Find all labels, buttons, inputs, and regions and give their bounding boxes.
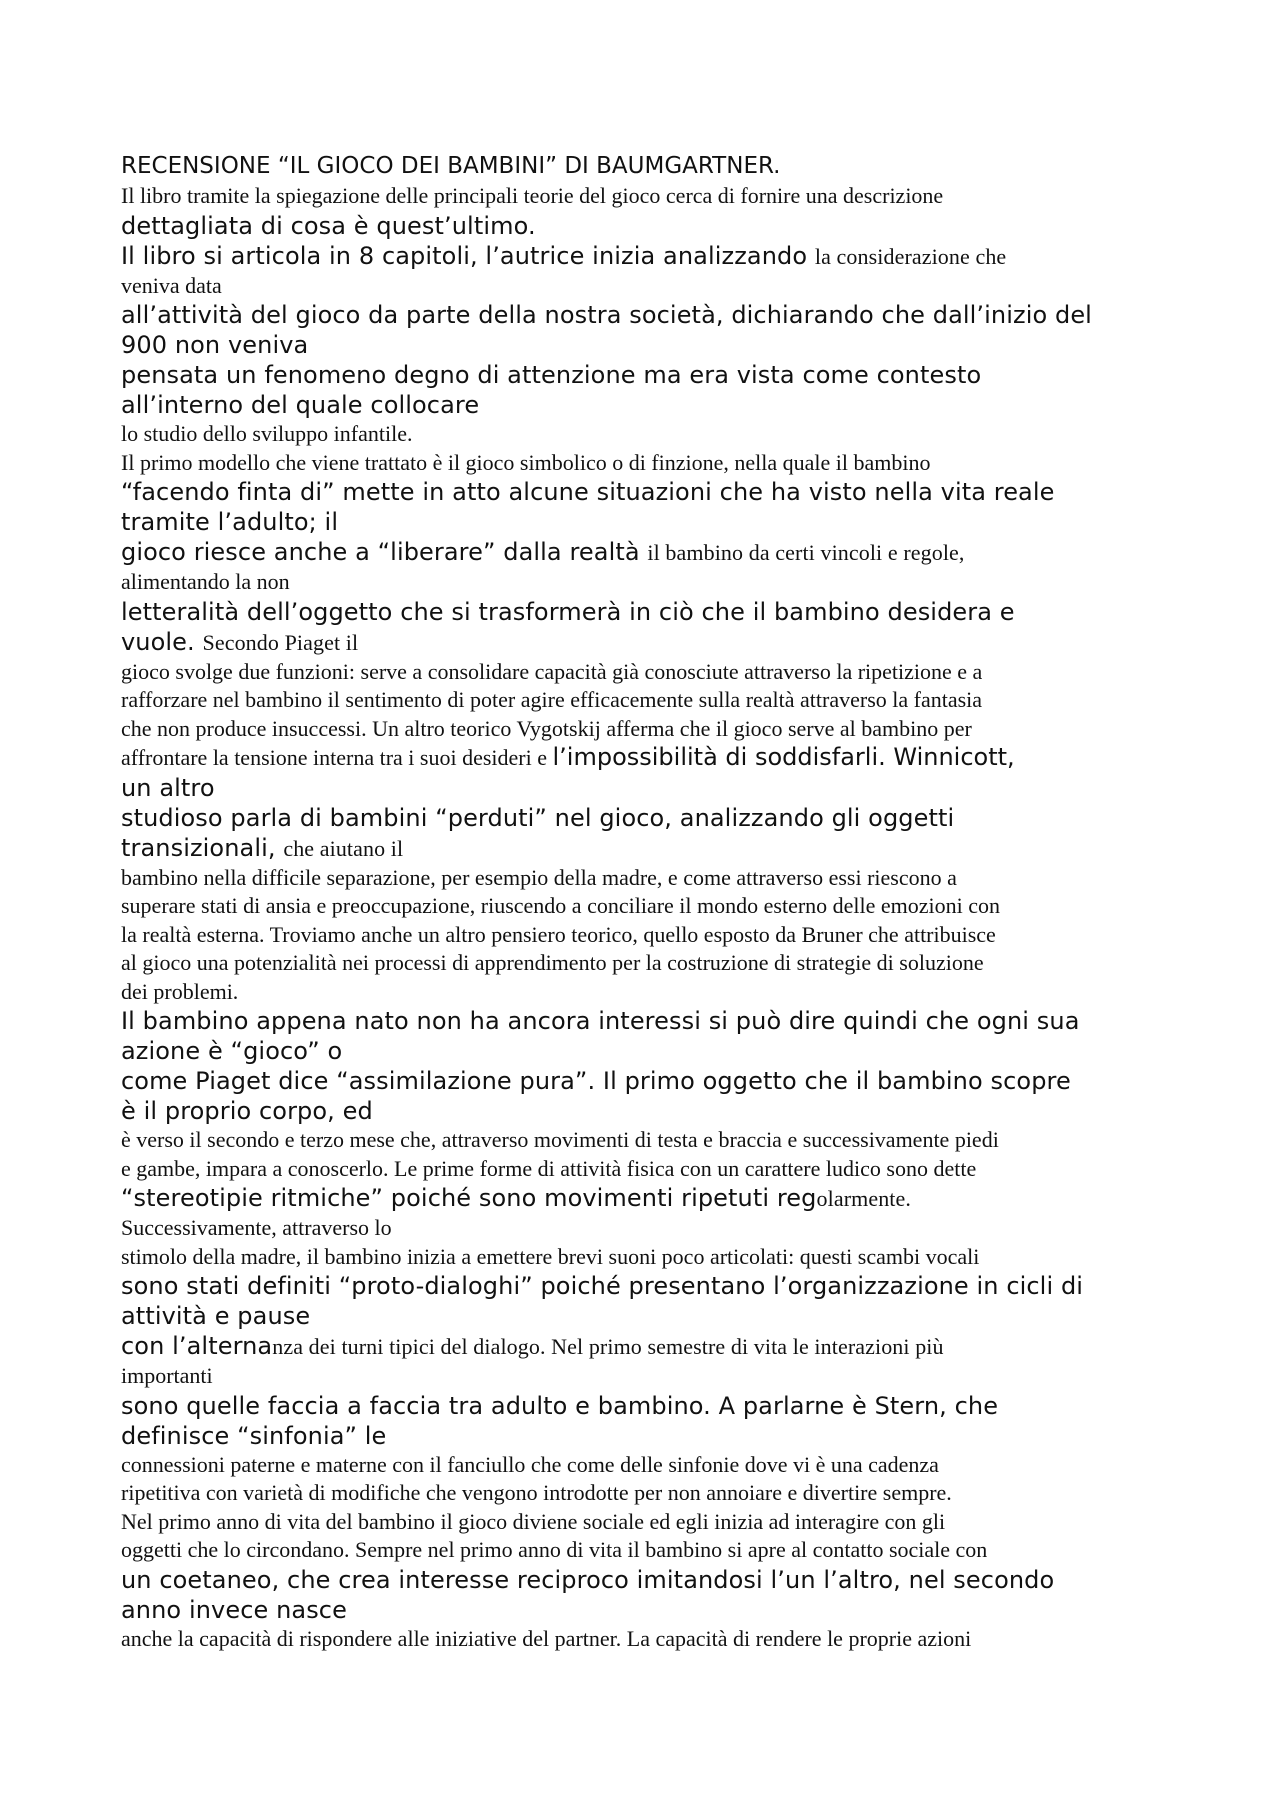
text-line	[121, 978, 1181, 1007]
text-segment: olarmente.	[816, 1186, 911, 1211]
text-segment: l’impossibilità di soddisfarli. Winnicott,	[552, 743, 1015, 771]
text-segment: stimolo della madre, il bambino inizia a emettere brevi suoni poco articolati: questi scambi vocali	[121, 1243, 980, 1269]
text-line	[121, 743, 1181, 773]
text-line	[121, 1243, 1181, 1272]
text-line	[121, 803, 1181, 833]
text-line	[121, 1479, 1181, 1508]
text-line	[121, 330, 1181, 360]
text-line	[121, 1301, 1181, 1331]
text-line	[121, 537, 1181, 568]
text-segment: alimentando la non	[121, 569, 290, 594]
text-line	[121, 211, 1181, 241]
text-segment: 900 non veniva	[121, 331, 309, 359]
text-line	[121, 568, 1181, 597]
text-line	[121, 1625, 1181, 1654]
text-line	[121, 833, 1181, 864]
text-line	[121, 773, 1181, 803]
text-segment: studioso parla di bambini “perduti” nel gioco, analizzando gli oggetti	[121, 803, 955, 832]
text-line	[121, 1391, 1181, 1421]
text-segment: affrontare la tensione interna tra i suoi desideri e	[121, 745, 553, 770]
text-segment: lo studio dello sviluppo infantile.	[121, 421, 413, 446]
text-line	[121, 477, 1181, 507]
text-segment: anche la capacità di rispondere alle iniziative del partner. La capacità di rendere le proprie azioni	[121, 1625, 972, 1651]
text-line	[121, 1331, 1181, 1362]
text-segment: un coetaneo, che crea interesse reciproco imitandosi l’un l’altro, nel secondo	[121, 1565, 1055, 1594]
document-title: RECENSIONE “IL GIOCO DEI BAMBINI” DI BAUMGARTNER.	[121, 153, 781, 179]
text-segment: Il libro tramite la spiegazione delle principali teorie del gioco cerca di fornire una descrizione	[121, 183, 944, 208]
text-line	[121, 507, 1181, 537]
text-line	[121, 1006, 1181, 1036]
text-line	[121, 597, 1181, 627]
text-segment: e gambe, impara a conoscerlo. Le prime forme di attività fisica con un carattere ludico sono dette	[121, 1155, 977, 1181]
text-segment: definisce “sinfonia” le	[121, 1421, 387, 1450]
text-line	[121, 1066, 1181, 1096]
text-segment: pensata un fenomeno degno di attenzione ma era vista come contesto	[121, 361, 982, 389]
text-segment: anno invece nasce	[121, 1595, 347, 1624]
text-segment: la considerazione che	[814, 243, 1007, 269]
text-segment: Secondo Piaget il	[202, 629, 359, 655]
text-segment: sono quelle faccia a faccia tra adulto e bambino. A parlarne è Stern, che	[121, 1391, 999, 1420]
text-segment: come Piaget dice “assimilazione pura”. Il primo oggetto che il bambino scopre	[121, 1067, 1071, 1095]
text-segment: connessioni paterne e materne con il fanciullo che come delle sinfonie dove vi è una cadenza	[121, 1451, 939, 1477]
text-line	[121, 1508, 1181, 1537]
text-line	[121, 686, 1181, 715]
text-line	[121, 449, 1181, 478]
text-segment: Il primo modello che viene trattato è il gioco simbolico o di finzione, nella quale il bambino	[121, 449, 931, 475]
text-segment: all’attività del gioco da parte della nostra società, dichiarando che dall’inizio del	[121, 301, 1092, 329]
text-segment: dei problemi.	[121, 978, 239, 1004]
text-line	[121, 360, 1181, 390]
text-segment: Il libro si articola in 8 capitoli, l’autrice inizia analizzando	[121, 241, 815, 270]
text-line	[121, 420, 1181, 449]
text-line	[121, 864, 1181, 893]
text-segment: la realtà esterna. Troviamo anche un altro pensiero teorico, quello esposto da Bruner che attribuisce	[121, 921, 996, 947]
text-segment: all’interno del quale collocare	[121, 391, 480, 419]
text-line	[121, 272, 1181, 301]
text-line	[121, 1565, 1181, 1595]
text-line	[121, 1096, 1181, 1126]
text-line	[121, 627, 1181, 658]
text-line	[121, 658, 1181, 687]
text-line	[121, 182, 1181, 211]
text-segment: tramite l’adulto; il	[121, 508, 339, 536]
text-line	[121, 1126, 1181, 1155]
text-segment: vuole.	[121, 627, 203, 656]
text-line	[121, 1183, 1181, 1214]
text-segment: Successivamente, attraverso lo	[121, 1215, 392, 1240]
text-line	[121, 1214, 1181, 1243]
text-segment: un altro	[121, 773, 215, 802]
text-line	[121, 1271, 1181, 1301]
text-segment: sono stati definiti “proto-dialoghi” poiché presentano l’organizzazione in cicli di	[121, 1272, 1084, 1300]
text-segment: bambino nella difficile separazione, per esempio della madre, e come attraverso essi riescono a	[121, 864, 957, 890]
text-segment: che aiutano il	[283, 835, 404, 861]
text-line	[121, 892, 1181, 921]
text-segment: attività e pause	[121, 1302, 311, 1330]
text-line	[121, 715, 1181, 744]
text-segment: Il bambino appena nato non ha ancora interessi si può dire quindi che ogni sua	[121, 1007, 1080, 1035]
text-segment: Nel primo anno di vita del bambino il gioco diviene sociale ed egli inizia ad interagire con gli	[121, 1508, 946, 1534]
text-segment: è verso il secondo e terzo mese che, attraverso movimenti di testa e braccia e successivamente piedi	[121, 1127, 999, 1152]
text-line	[121, 1036, 1181, 1066]
text-segment: gioco riesce anche a “liberare” dalla realtà	[121, 538, 648, 566]
text-segment: ripetitiva con varietà di modifiche che vengono introdotte per non annoiare e divertire sempre.	[121, 1480, 952, 1505]
text-segment: “stereotipie ritmiche” poiché sono movimenti ripetuti reg	[121, 1184, 817, 1212]
text-segment: gioco svolge due funzioni: serve a consolidare capacità già conosciute attraverso la ripetizione e a	[121, 658, 983, 684]
text-line	[121, 1155, 1181, 1184]
text-segment: con l’alterna	[121, 1332, 273, 1360]
text-segment: letteralità dell’oggetto che si trasformerà in ciò che il bambino desidera e	[121, 597, 1015, 626]
text-segment: è il proprio corpo, ed	[121, 1097, 373, 1125]
text-segment: veniva data	[121, 272, 222, 298]
text-line	[121, 390, 1181, 420]
text-line	[121, 921, 1181, 950]
document-body	[121, 150, 1181, 1653]
text-line	[121, 1421, 1181, 1451]
text-segment: nza dei turni tipici del dialogo. Nel primo semestre di vita le interazioni più	[272, 1334, 944, 1359]
text-segment: il bambino da certi vincoli e regole,	[647, 540, 965, 565]
text-segment: “facendo finta di” mette in atto alcune situazioni che ha visto nella vita reale	[121, 478, 1055, 506]
text-line	[121, 1595, 1181, 1625]
text-line	[121, 300, 1181, 330]
text-segment: azione è “gioco” o	[121, 1037, 343, 1065]
document-text	[121, 182, 1181, 1653]
text-segment: transizionali,	[121, 833, 284, 862]
text-segment: che non produce insuccessi. Un altro teorico Vygotskij afferma che il gioco serve al bambino per	[121, 715, 972, 741]
text-segment: importanti	[121, 1363, 213, 1388]
text-segment: oggetti che lo circondano. Sempre nel primo anno di vita il bambino si apre al contatto sociale con	[121, 1537, 988, 1562]
text-line	[121, 1536, 1181, 1565]
text-segment: dettagliata di cosa è quest’ultimo.	[121, 211, 536, 240]
text-line	[121, 949, 1181, 978]
text-segment: superare stati di ansia e preoccupazione, riuscendo a conciliare il mondo esterno delle emozioni con	[121, 893, 1001, 918]
text-line	[121, 241, 1181, 272]
text-line	[121, 1451, 1181, 1480]
text-segment: al gioco una potenzialità nei processi di apprendimento per la costruzione di strategie di soluzione	[121, 950, 984, 975]
text-line	[121, 1362, 1181, 1391]
text-segment: rafforzare nel bambino il sentimento di poter agire efficacemente sulla realtà attraverso la fantasia	[121, 687, 983, 712]
